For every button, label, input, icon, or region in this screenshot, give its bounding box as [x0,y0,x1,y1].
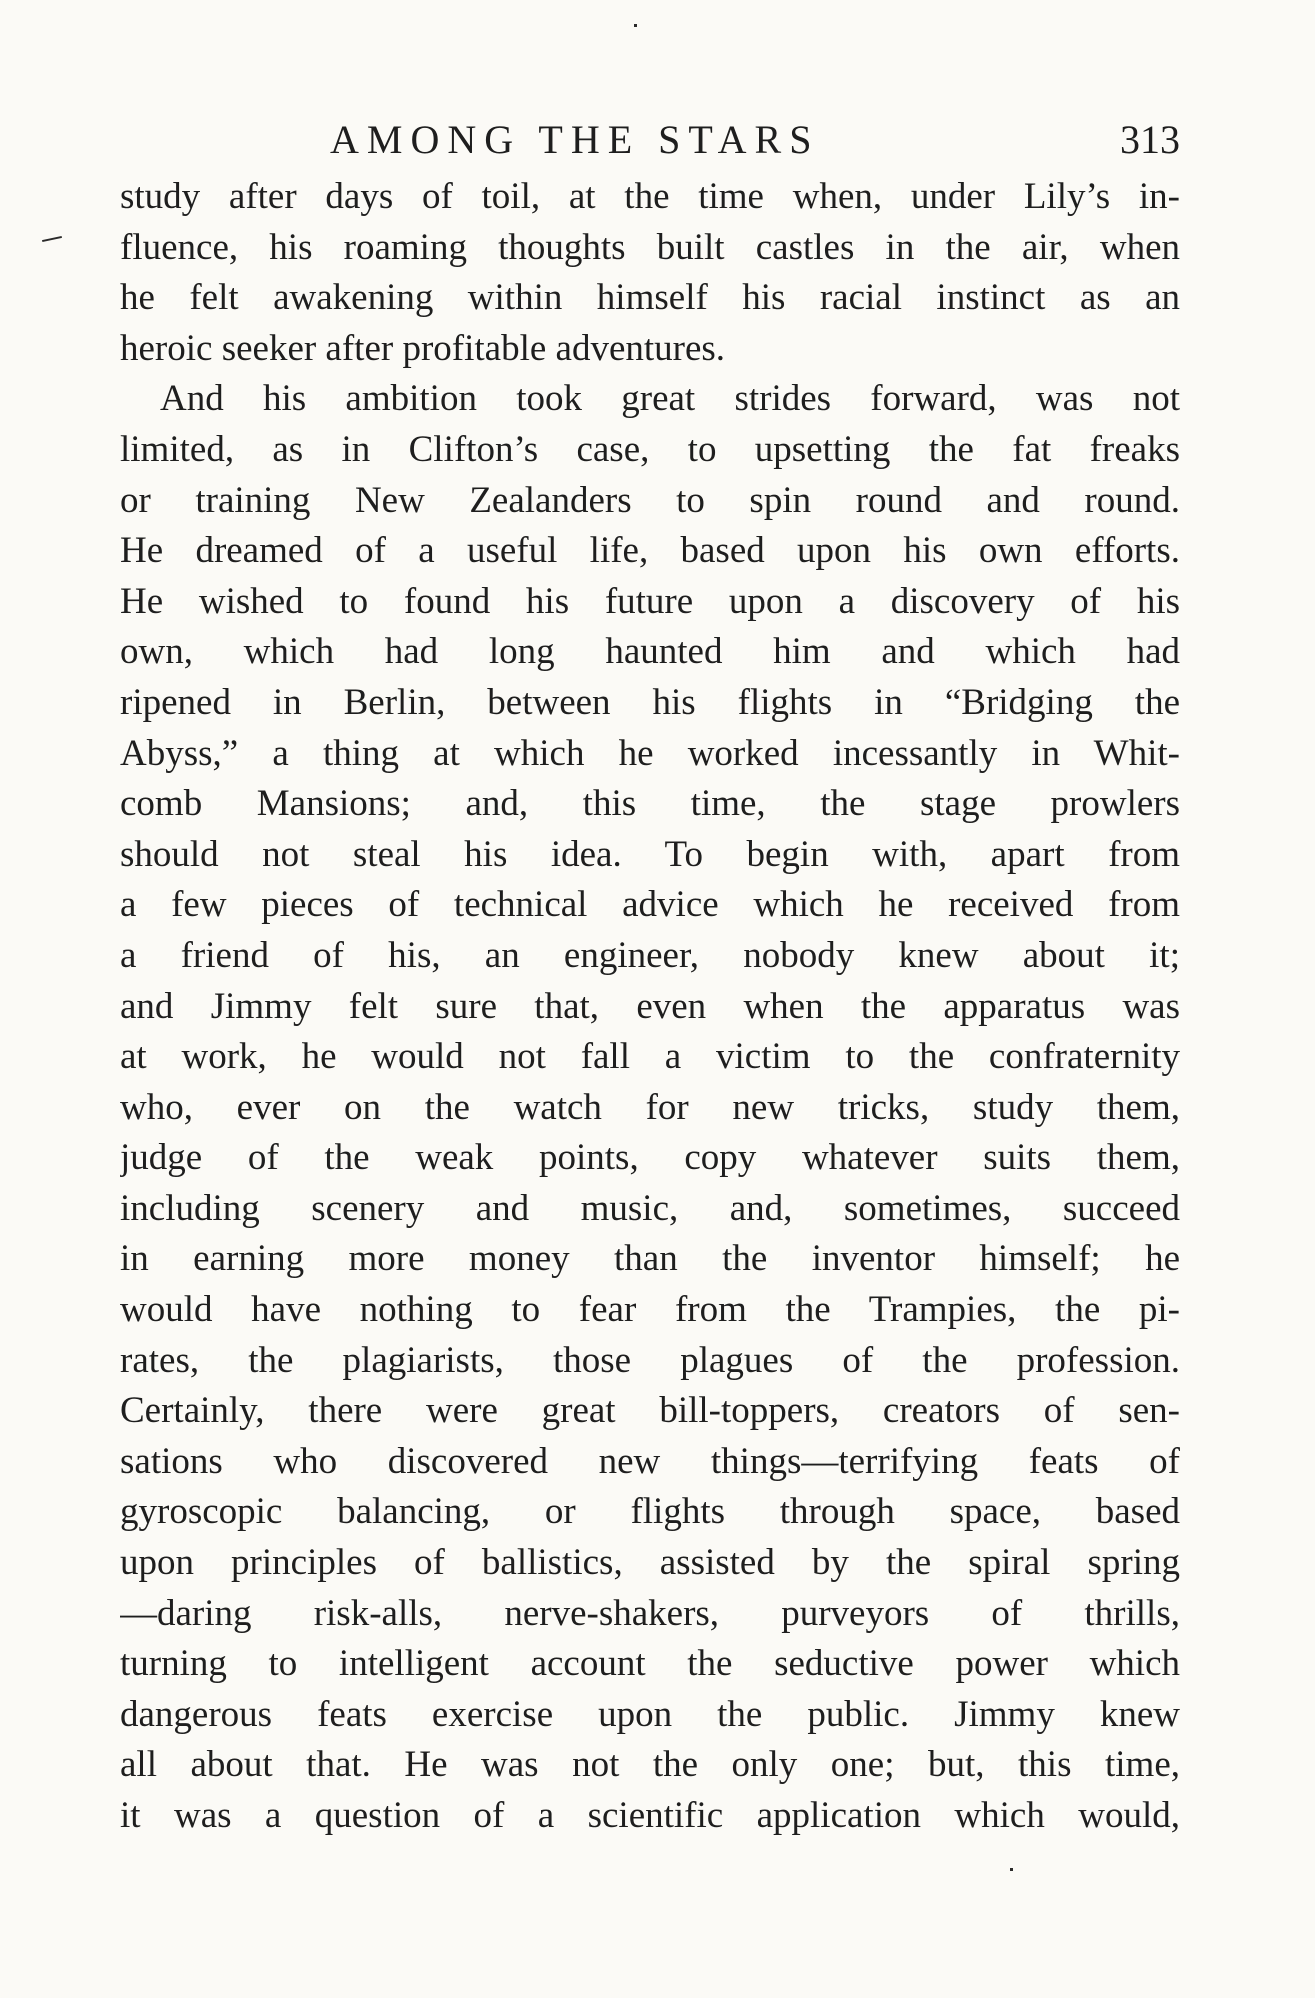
text-line: study after days of toil, at the time when, under Lily’s in- [120,176,1180,217]
page-number: 313 [1120,117,1180,162]
text-line: would have nothing to fear from the Trampies, the pi- [120,1289,1180,1331]
text-line: who, ever on the watch for new tricks, study them, [120,1086,1180,1128]
text-line: sations who discovered new things—terrifying feats of [120,1440,1180,1482]
text-line: upon principles of ballistics, assisted by the spiral spring [120,1542,1180,1584]
running-title: AMONG THE STARS [330,117,820,162]
scan-speck [634,24,637,27]
text-line: ripened in Berlin, between his flights in “Bridging the [120,681,1180,723]
text-line: And his ambition took great strides forward, was not [160,378,1180,420]
text-line: in earning more money than the inventor himself; he [120,1238,1180,1280]
text-line: turning to intelligent account the seductive power which [120,1643,1180,1685]
text-line: —daring risk-alls, nerve-shakers, purveyors of thrills, [120,1592,1180,1634]
text-line: judge of the weak points, copy whatever suits them, [120,1137,1180,1179]
body-text [120,172,1180,1842]
text-line: should not steal his idea. To begin with, apart from [120,833,1180,875]
text-line: He wished to found his future upon a discovery of his [120,580,1180,622]
running-head [120,115,1180,165]
text-line: a few pieces of technical advice which he received from [120,884,1180,926]
text-line: He dreamed of a useful life, based upon his own efforts. [120,530,1180,572]
text-line: own, which had long haunted him and which had [120,631,1180,673]
text-line: including scenery and music, and, sometimes, succeed [120,1187,1180,1229]
text-line: or training New Zealanders to spin round and round. [120,479,1180,521]
text-line: at work, he would not fall a victim to the confraternity [120,1036,1180,1078]
text-line: dangerous feats exercise upon the public. Jimmy knew [120,1693,1180,1735]
text-line: he felt awakening within himself his racial instinct as an [120,277,1180,319]
text-line: comb Mansions; and, this time, the stage prowlers [120,783,1180,825]
text-line: fluence, his roaming thoughts built castles in the air, when [120,226,1180,268]
text-line: limited, as in Clifton’s case, to upsetting the fat freaks [120,428,1180,470]
text-line: gyroscopic balancing, or flights through space, based [120,1491,1180,1533]
text-line: rates, the plagiarists, those plagues of the profession. [120,1339,1180,1381]
text-line: it was a question of a scientific application which would, [120,1795,1180,1836]
text-line: heroic seeker after profitable adventures. [120,327,726,369]
scan-speck [1010,1868,1013,1871]
text-line: and Jimmy felt sure that, even when the apparatus was [120,985,1180,1027]
text-line: Certainly, there were great bill-toppers, creators of sen- [120,1390,1180,1432]
text-line: Abyss,” a thing at which he worked incessantly in Whit- [120,732,1180,774]
scan-speck [42,236,62,242]
text-line: a friend of his, an engineer, nobody knew about it; [120,934,1180,976]
text-line: all about that. He was not the only one; but, this time, [120,1744,1180,1786]
